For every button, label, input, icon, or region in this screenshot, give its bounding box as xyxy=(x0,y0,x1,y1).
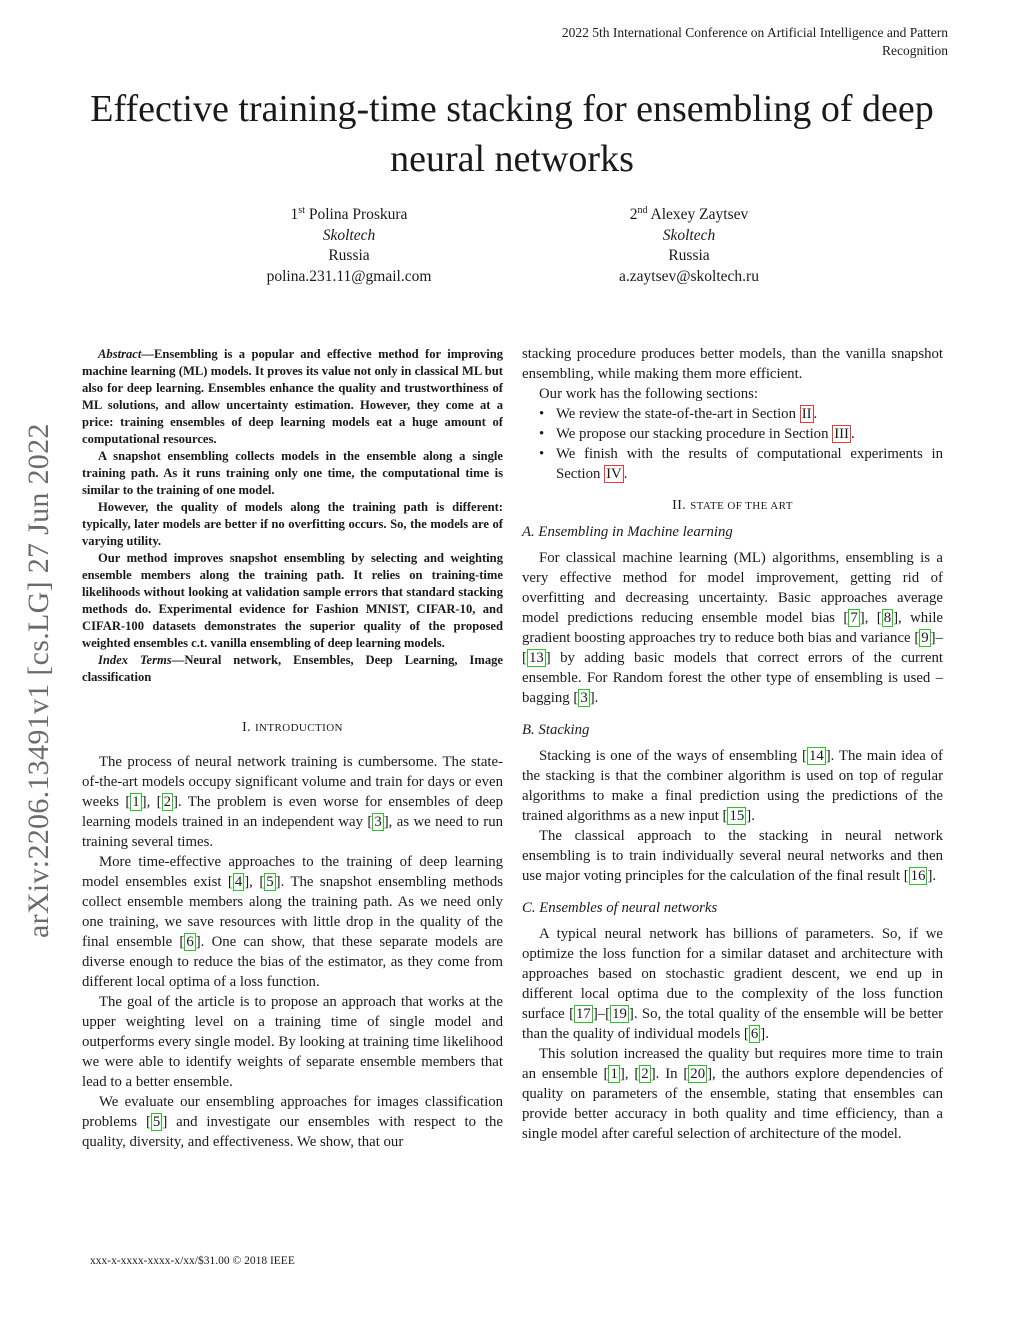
author-2-affiliation: Skoltech xyxy=(662,226,716,244)
cite-5b[interactable]: 5 xyxy=(152,1114,161,1130)
bullet-2-text: We propose our stacking procedure in Section xyxy=(556,426,829,442)
cite-1b[interactable]: 1 xyxy=(610,1066,618,1082)
paper-title: Effective training-time stacking for ensembling of deep neural networks xyxy=(90,88,934,180)
a-text-3: by adding basic models that correct errors of the current ensemble. For Random forest the other type of ensembling is used – bagging xyxy=(522,650,943,706)
intro-continuation: stacking procedure produces better models, than the vanilla snapshot ensembling, while making them more efficient. xyxy=(522,346,943,382)
list-item: • We propose our stacking procedure in Section III . xyxy=(556,424,943,444)
cite-13[interactable]: 13 xyxy=(528,650,544,666)
intro-paragraph-2: More time-effective approaches to the training of deep learning model ensembles exist [ 4 ], [ 5 ]. The snapshot ensembling methods collect ensemble members along the training path. As we need only one training, we save resources with little drop in the quality of the final ensemble [ 6 ]. One can show, that these separate models are diverse enough to reduce the bias of the estimator, as they come from different local optima of a loss function. xyxy=(82,854,503,990)
intro-num: I. xyxy=(242,720,252,735)
intro-p4b: and investigate our ensembles with respect to the quality, diversity, and effectiveness. We show, that our xyxy=(82,1114,503,1150)
subsection-b-paragraph-2: The classical approach to the stacking in neural network ensembling is to train individually several neural networks and then use major voting principles for the calculation of the final result [ 16 ]. xyxy=(522,828,943,884)
sections-intro: Our work has the following sections: xyxy=(539,386,759,402)
subsection-a-paragraph: For classical machine learning (ML) algorithms, ensembling is a very effective method for model improvement, getting rid of overfitting and decreasing uncertainty. Basic approaches average model predictions reducing ensemble model bias [ 7 ], [ 8 ], while gradient boosting approaches try to reduce both bias and variance [ 9 ]–[ 13 ] by adding basic models that correct errors of the current ensemble. For Random forest the other type of ensembling is used – bagging [ 3 ]. xyxy=(522,550,943,706)
conference-name: 2022 5th International Conference on Artificial Intelligence and Pattern Recognition xyxy=(561,25,948,58)
intro-p2b: The snapshot ensembling methods collect ensemble members along the training path. As we need only one training, we save resources with little drop in the quality of the final ensemble xyxy=(82,874,503,950)
abstract: Abstract—Ensembling is a popular and effective method for improving machine learning (ML) models. It proves its value not only in classical ML but also for deep learning. Ensembles enhance the quality and trustworthiness of ML solutions, and allow uncertainty estimation. However, they come at a price: training ensembles of deep learning models eat a huge amount of computational resources. A snapshot ensembling collects models in the ensemble along a single training path. As it runs training only one time, the computational time is similar to the training of one model. However, the quality of models along the training path is different: typically, later models are better if no overfitting occurs. So, the models are of varying utility. Our method improves snapshot ensembling by selecting and weighting ensemble members along the training path. It relies on training-time likelihoods without looking at validation sample errors that standard stacking methods do. Experimental evidence for Fashion MNIST, CIFAR-10, and CIFAR-100 datasets demonstrates the superior quality of the proposed weighted ensembles c.t. vanilla ensembling of deep learning models. Index Terms—Neural network, Ensembles, Deep Learning, Image classification xyxy=(82,347,503,684)
intro-paragraph-3: The goal of the article is to propose an approach that works at the upper weighting level on a training time of single model and outperforms every single model. By looking at training time likelihood we were able to identify weights of separate ensemble members that lead to a better ensemble. xyxy=(82,994,503,1090)
author-1-affiliation: Skoltech xyxy=(322,226,376,244)
author-1 xyxy=(199,201,499,287)
cite-15[interactable]: 15 xyxy=(729,808,745,824)
cite-4[interactable]: 4 xyxy=(234,874,243,890)
subsection-heading-b: B. Stacking xyxy=(522,722,590,738)
author-2-name: Alexey Zaytsev xyxy=(650,206,749,224)
intro-paragraph-4: We evaluate our ensembling approaches for images classification problems [ 5 ] and investigate our ensembles with respect to the quality, diversity, and effectiveness. We show, that our xyxy=(82,1094,503,1150)
b-text-2: The main idea of the stacking is that the combiner algorithm is used on top of regular algorithms to make a final prediction using the predictions of the trained algorithms as a new input xyxy=(522,748,943,824)
bullet-1-text: We review the state-of-the-art in Section xyxy=(556,406,796,422)
section-ref-ii[interactable]: II xyxy=(801,406,812,422)
subsection-b-paragraph-1: Stacking is one of the ways of ensembling [ 14 ]. The main idea of the stacking is that the combiner algorithm is used on top of regular algorithms to make a final prediction using the predictions of the trained algorithms as a new input [ 15 ]. xyxy=(522,748,943,824)
intro-p4a: We evaluate our ensembling approaches for images classification problems xyxy=(82,1094,503,1130)
left-column xyxy=(82,346,503,1152)
a-text-1: For classical machine learning (ML) algorithms, ensembling is a very effective method for model improvement, getting rid of overfitting and decreasing uncertainty. Basic approaches average model predictions reducing ensemble model bias xyxy=(522,550,943,626)
author-1-name: Polina Proskura xyxy=(308,206,408,224)
sections-list xyxy=(522,404,943,484)
c-text-2: So, the total quality of the ensemble will be better than the quality of individual models xyxy=(522,1006,943,1042)
a-text-2: while gradient boosting approaches try to reduce both bias and variance xyxy=(522,610,943,646)
c-text-5: the authors explore dependencies of quality on parameters of the ensemble, stating that ensembles can provide better accuracy in both quality and time efficiency, than a single model after careful selection of architecture of the model. xyxy=(522,1066,943,1142)
c-text-4: In xyxy=(665,1066,678,1082)
cite-5[interactable]: 5 xyxy=(266,874,274,890)
cite-3[interactable]: 3 xyxy=(374,814,382,830)
author-2-sup: nd xyxy=(637,205,648,216)
author-2-ord: 2 xyxy=(629,206,638,224)
cite-7[interactable]: 7 xyxy=(850,610,858,626)
intro-p2a: More time-effective approaches to the training of deep learning model ensembles exist xyxy=(82,854,503,890)
intro-p1b: The problem is even worse for ensembles of deep learning models trained in an independent way xyxy=(82,794,503,830)
author-2-country: Russia xyxy=(668,247,710,265)
author-1-ord: 1 xyxy=(290,206,299,224)
section-heading-intro xyxy=(82,718,503,738)
author-1-country: Russia xyxy=(328,247,370,265)
author-2-email: a.zaytsev@skoltech.ru xyxy=(619,267,759,285)
copyright-footer: xxx-x-xxxx-xxxx-x/xx/$31.00 © 2018 IEEE xyxy=(90,1255,295,1267)
subsection-heading-c: C. Ensembles of neural networks xyxy=(522,900,718,916)
cite-2b[interactable]: 2 xyxy=(641,1066,649,1082)
cite-6[interactable]: 6 xyxy=(186,934,194,950)
bullet-3-text: We finish with the results of computational experiments in Section xyxy=(556,446,943,482)
cite-20[interactable]: 20 xyxy=(690,1066,706,1082)
author-1-sup: st xyxy=(298,205,305,216)
section-heading-sota xyxy=(522,496,943,516)
cite-9[interactable]: 9 xyxy=(921,630,929,646)
subsection-c-paragraph-1: A typical neural network has billions of parameters. So, if we optimize the loss function for a similar dataset and architecture with approaches based on stochastic gradient descent, we end up in different local optima due to the complexity of the loss function surface [ 17 ]–[ 19 ]. So, the total quality of the ensemble will be better than the quality of individual models [ 6 ]. xyxy=(522,926,943,1042)
cite-8[interactable]: 8 xyxy=(883,610,892,626)
right-column xyxy=(522,344,943,1144)
list-item: • We review the state-of-the-art in Section II . xyxy=(556,404,943,424)
cite-2[interactable]: 2 xyxy=(163,794,171,810)
section-ref-iv[interactable]: IV xyxy=(606,466,622,482)
intro-p1c: as we need to run training several times. xyxy=(82,814,504,850)
cite-6b[interactable]: 6 xyxy=(750,1026,759,1042)
cite-17[interactable]: 17 xyxy=(576,1006,591,1022)
author-1-email: polina.231.11@gmail.com xyxy=(266,267,432,285)
subsection-c-paragraph-2: This solution increased the quality but requires more time to train an ensemble [ 1 ], [ 2 ]. In [ 20 ], the authors explore dependencies of quality on parameters of the ensemble, stating that ensembles can provide better accuracy in both quality and time efficiency, than a single model after careful selection of architecture of the model. xyxy=(522,1046,943,1142)
intro-p2c: One can show, that these separate models are diverse enough to reduce the bias of the estimator, as they come from different local optima of a loss function. xyxy=(82,934,503,990)
intro-paragraph-1: The process of neural network training is cumbersome. The state-of-the-art models occupy significant volume and train for days or even weeks [ 1 ], [ 2 ]. The problem is even worse for ensembles of deep learning models trained in an independent way [ 3 ], as we need to run training several times. xyxy=(82,754,504,850)
arxiv-stamp: arXiv:2206.13491v1 [cs.LG] 27 Jun 2022 xyxy=(22,423,55,938)
cite-1[interactable]: 1 xyxy=(132,794,140,810)
intro-title: INTRODUCTION xyxy=(254,722,343,734)
cite-3b[interactable]: 3 xyxy=(580,690,588,706)
sota-num: II. xyxy=(672,498,687,513)
abstract-label: Abstract xyxy=(98,347,142,361)
cite-14[interactable]: 14 xyxy=(808,748,824,764)
author-2 xyxy=(539,201,839,287)
abstract-p4: Our method improves snapshot ensembling by selecting and weighting ensemble members along the training path. It relies on training-time likelihoods without looking at validation sample errors that standard stacking methods do. Experimental evidence for Fashion MNIST, CIFAR-10, and CIFAR-100 datasets demonstrates the superior quality of the proposed weighted ensembles c.t. vanilla ensembling of deep learning models. xyxy=(82,551,503,650)
b-text-3: The classical approach to the stacking in neural network ensembling is to train individually several neural networks and then use major voting principles for the calculation of the final result xyxy=(522,828,943,884)
subsection-heading-a: A. Ensembling in Machine learning xyxy=(522,524,733,540)
list-item: • We finish with the results of computational experiments in Section IV . xyxy=(556,444,943,484)
index-terms-label: Index Terms xyxy=(98,653,172,667)
sota-title: STATE OF THE ART xyxy=(690,500,793,512)
abstract-p3: However, the quality of models along the training path is different: typically, later models are better if no overfitting occurs. So, the models are of varying utility. xyxy=(82,500,503,548)
c-text-3: This solution increased the quality but requires more time to train an ensemble xyxy=(522,1046,943,1082)
cite-19[interactable]: 19 xyxy=(612,1006,627,1022)
abstract-p2: A snapshot ensembling collects models in the ensemble along a single training path. As it runs training only one time, the computational time is similar to the training of one model. xyxy=(82,449,503,497)
b-text-1: Stacking is one of the ways of ensembling xyxy=(539,748,798,764)
abstract-p1: Ensembling is a popular and effective method for improving machine learning (ML) models. It proves its value not only in classical ML but also for deep learning. Ensembles enhance the quality and trustworthiness of ML solutions, and allow uncertainty estimation. However, they come at a price: training ensembles of deep learning models eat a huge amount of computational resources. xyxy=(82,347,503,446)
cite-16[interactable]: 16 xyxy=(910,868,926,884)
section-ref-iii[interactable]: III xyxy=(834,426,849,442)
intro-p1a: The process of neural network training is cumbersome. The state-of-the-art models occupy significant volume and train for days or even weeks xyxy=(82,754,503,810)
index-terms: Neural network, Ensembles, Deep Learning, Image classification xyxy=(82,653,503,684)
c-text-1: A typical neural network has billions of parameters. So, if we optimize the loss function for a similar dataset and architecture with approaches based on stochastic gradient descent, we end up in different local optima due to the complexity of the loss function surface xyxy=(522,926,943,1022)
